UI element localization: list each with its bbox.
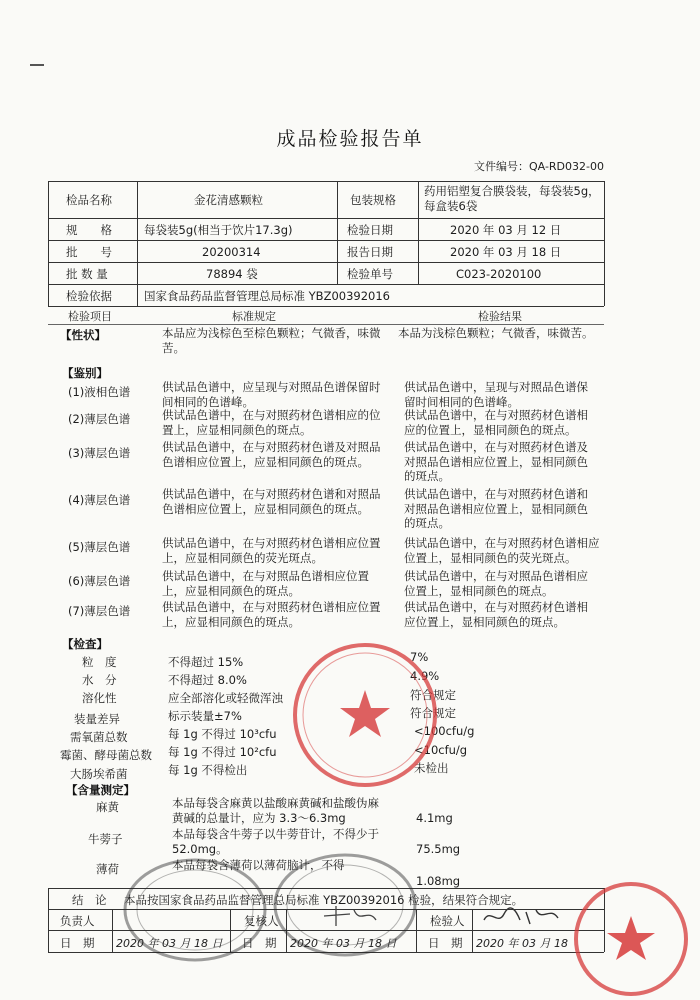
column-result: 检验结果 [478, 310, 522, 323]
id-item-name: (2)薄层色谱 [68, 412, 131, 426]
column-item: 检验项目 [68, 310, 112, 323]
test-item-name: 大肠埃希菌 [70, 767, 128, 781]
form-number-value: C023-2020100 [456, 267, 542, 281]
id-item-standard: 供试品色谱中，在与对照药材色谱相应的位置上，应显相同颜色的斑点。 [162, 408, 381, 437]
test-item-result: 未检出 [414, 761, 449, 775]
report-date-label: 报告日期 [347, 245, 393, 259]
test-item-standard: 每 1g 不得过 10³cfu [168, 727, 277, 741]
product-name-value: 金花清感颗粒 [194, 193, 263, 207]
basis-label: 检验依据 [66, 289, 112, 303]
id-item-standard: 供试品色谱中，应呈现与对照品色谱保留时间相同的色谱峰。 [162, 380, 381, 409]
id-item-result: 供试品色谱中，在与对照药材色谱及对照品色谱相应位置上，显相同颜色的斑点。 [404, 440, 588, 483]
test-item-result: 符合规定 [410, 688, 456, 702]
test-item-standard: 每 1g 不得过 10²cfu [168, 745, 277, 759]
section-assay: 【含量测定】 [66, 783, 135, 797]
characters-result: 本品为浅棕色颗粒；气微香，味微苦。 [398, 326, 594, 340]
id-item-result: 供试品色谱中，在与对照品色谱相应位置上，显相同颜色的斑点。 [404, 569, 588, 598]
section-tests: 【检查】 [62, 637, 108, 651]
test-item-result: 7% [410, 650, 429, 664]
basis-value: 国家食品药品监督管理总局标准 YBZ00392016 [144, 289, 390, 303]
quantity-label: 批 数 量 [66, 267, 108, 281]
report-title: 成品检验报告单 [276, 128, 424, 150]
report-date-value: 2020 年 03 月 18 日 [450, 245, 562, 259]
test-item-result: 符合规定 [410, 706, 456, 720]
date-label: 日 期 [242, 936, 277, 950]
test-item-name: 溶化性 [82, 691, 117, 705]
reviewer-label: 复核人 [244, 914, 279, 928]
assay-item-result: 1.08mg [416, 874, 461, 888]
conclusion-label: 结 论 [72, 893, 107, 907]
package-spec-label: 包装规格 [350, 193, 396, 207]
assay-item-name: 薄荷 [96, 862, 119, 876]
test-item-standard: 应全部溶化或轻微浑浊 [168, 691, 283, 705]
signed-date-1: 2020 年 03 月 18 日 [116, 937, 223, 950]
assay-item-result: 75.5mg [416, 842, 461, 856]
scan-mark [30, 64, 44, 66]
document-number: 文件编号：QA-RD032-00 [474, 160, 604, 173]
test-item-standard: 标示装量±7% [168, 709, 242, 723]
date-label: 日 期 [60, 936, 95, 950]
inspect-date-label: 检验日期 [347, 223, 393, 237]
company-seal [572, 880, 690, 998]
assay-item-result: 4.1mg [416, 811, 453, 825]
id-item-standard: 供试品色谱中，在与对照药材色谱和对照品色谱相应位置上，应显相同颜色的斑点。 [162, 487, 381, 516]
id-item-result: 供试品色谱中，在与对照药材色谱和对照品色谱相应位置上，显相同颜色的斑点。 [404, 487, 588, 530]
test-item-result: <100cfu/g [414, 724, 475, 738]
id-item-name: (1)液相色谱 [68, 385, 131, 399]
id-item-standard: 供试品色谱中，在与对照药材色谱相应位置上，应显相同颜色的斑点。 [162, 600, 381, 629]
section-characters: 【性状】 [60, 328, 106, 342]
spec-label: 规 格 [66, 223, 112, 237]
id-item-result: 供试品色谱中，在与对照药材色谱相应位置上，显相同颜色的荧光斑点。 [404, 536, 600, 565]
id-item-standard: 供试品色谱中，在与对照品色谱相应位置上，应显相同颜色的斑点。 [162, 569, 369, 598]
id-item-result: 供试品色谱中，在与对照药材色谱相应的位置上，显相同颜色的斑点。 [404, 408, 588, 437]
batch-label: 批 号 [66, 245, 112, 259]
test-item-name: 粒 度 [82, 655, 117, 669]
batch-value: 20200314 [202, 245, 261, 259]
reviewer-signature [320, 904, 380, 928]
id-item-name: (4)薄层色谱 [68, 493, 131, 507]
signed-date-3: 2020 年 03 月 18 [476, 937, 568, 950]
conclusion-text: 本品按国家食品药品监督管理总局标准 YBZ00392016 检验，结果符合规定。 [124, 893, 524, 907]
quantity-value: 78894 袋 [206, 267, 258, 281]
column-standard: 标准规定 [232, 310, 276, 323]
test-item-standard: 每 1g 不得检出 [168, 763, 248, 777]
test-item-result: <10cfu/g [414, 743, 468, 757]
person-in-charge-label: 负责人 [60, 914, 95, 928]
spec-value: 每袋装5g(相当于饮片17.3g) [144, 223, 293, 237]
assay-item-standard: 本品每袋含麻黄以盐酸麻黄碱和盐酸伪麻黄碱的总量计，应为 3.3～6.3mg [172, 796, 379, 825]
signed-date-2: 2020 年 03 月 18 日 [290, 937, 397, 950]
date-label: 日 期 [428, 936, 463, 950]
id-item-name: (3)薄层色谱 [68, 446, 131, 460]
test-item-standard: 不得超过 8.0% [168, 673, 247, 687]
id-item-result: 供试品色谱中，呈现与对照品色谱保留时间相同的色谱峰。 [404, 380, 588, 409]
id-item-name: (7)薄层色谱 [68, 604, 131, 618]
product-name-label: 检品名称 [66, 193, 112, 207]
test-item-name: 需氧菌总数 [70, 730, 128, 744]
test-item-standard: 不得超过 15% [168, 655, 244, 669]
id-item-name: (6)薄层色谱 [68, 574, 131, 588]
assay-item-name: 麻黄 [96, 800, 119, 814]
section-identification: 【鉴别】 [62, 366, 108, 380]
assay-item-standard: 本品每袋含牛蒡子以牛蒡苷计，不得少于 52.0mg。 [172, 827, 379, 856]
test-item-name: 装量差异 [74, 712, 120, 726]
package-spec-value: 药用铝塑复合膜袋装，每袋装5g，每盒装6袋 [424, 184, 600, 213]
id-item-result: 供试品色谱中，在与对照药材色谱相应位置上，显相同颜色的斑点。 [404, 600, 588, 629]
inspector-label: 检验人 [430, 914, 465, 928]
assay-item-name: 牛蒡子 [88, 832, 123, 846]
test-item-name: 霉菌、酵母菌总数 [60, 748, 152, 762]
test-item-name: 水 分 [82, 673, 117, 687]
inspect-date-value: 2020 年 03 月 12 日 [450, 223, 562, 237]
inspector-signature [480, 904, 570, 928]
form-number-label: 检验单号 [347, 267, 393, 281]
id-item-standard: 供试品色谱中，在与对照药材色谱相应位置上，应显相同颜色的荧光斑点。 [162, 536, 381, 565]
id-item-standard: 供试品色谱中，在与对照药材色谱及对照品色谱相应位置上，应显相同颜色的斑点。 [162, 440, 381, 469]
test-item-result: 4.9% [410, 669, 440, 683]
id-item-name: (5)薄层色谱 [68, 540, 131, 554]
characters-standard: 本品应为浅棕色至棕色颗粒；气微香，味微苦。 [162, 326, 381, 355]
assay-item-standard: 本品每袋含薄荷以薄荷脑计，不得 [172, 858, 345, 872]
